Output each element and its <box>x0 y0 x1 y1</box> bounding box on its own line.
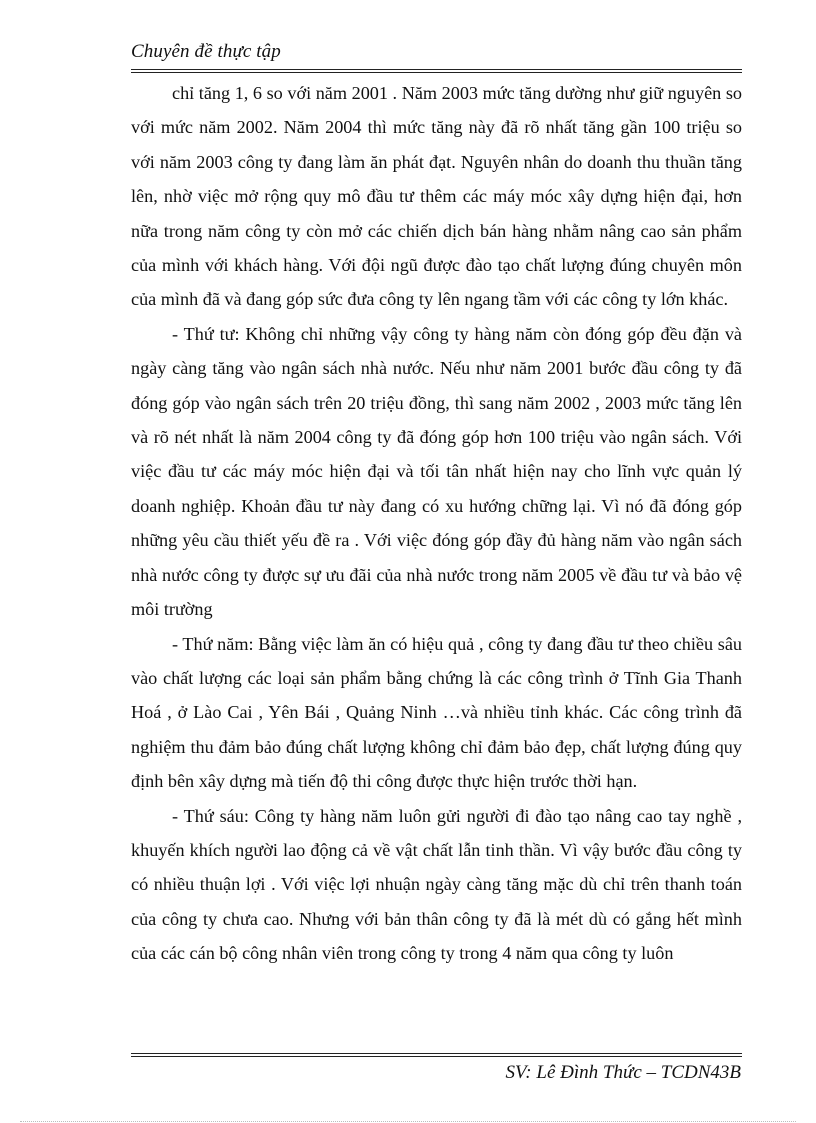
paragraph-thu-tu: - Thứ tư: Không chỉ những vậy công ty hàng năm còn đóng góp đều đặn và ngày càng tăng vào ngân sách nhà nước. Nếu như năm 2001 bước đầu công ty đã đóng góp vào ngân sách trên 20 triệu đồng, thì sang năm 2002 , 2003 mức tăng lên và rõ nét nhất là năm 2004 công ty đã đóng góp hơn 100 triệu vào ngân sách. Với việc đầu tư các máy móc hiện đại và tối tân nhất hiện nay cho lĩnh vực quản lý doanh nghiệp. Khoản đầu tư này đang có xu hướng chững lại. Vì nó đã đóng góp những yêu cầu thiết yếu đề ra . Với việc đóng góp đầy đủ hàng năm vào ngân sách nhà nước công ty được sự ưu đãi của nhà nước trong năm 2005 về đầu tư và bảo vệ môi trường <box>131 323 742 620</box>
paragraph-thu-sau: - Thứ sáu: Công ty hàng năm luôn gửi người đi đào tạo nâng cao tay nghề , khuyến khích người lao động cả về vật chất lẫn tinh thần. Vì vậy bước đầu công ty có nhiều thuận lợi . Với việc lợi nhuận ngày càng tăng mặc dù chỉ trên thanh toán của công ty chưa cao. Nhưng với bản thân công ty đã là mét dù có gắng hết mình của các cán bộ công nhân viên trong công ty trong 4 năm qua công ty luôn <box>131 805 742 964</box>
footer-author: SV: Lê Đình Thức – TCDN43B <box>505 1062 741 1083</box>
paragraph-thu-nam: - Thứ năm: Bằng việc làm ăn có hiệu quả , công ty đang đầu tư theo chiều sâu vào chất lượng các loại sản phẩm bằng chứng là các công trình ở Tĩnh Gia Thanh Hoá , ở Lào Cai , Yên Bái , Quảng Ninh …và nhiều tỉnh khác. Các công trình đã nghiệm thu đảm bảo đúng chất lượng không chỉ đảm bảo đẹp, chất lượng đúng quy định bên xây dựng mà tiến độ thi công được thực hiện trước thời hạn. <box>131 633 742 792</box>
header-rule-secondary <box>131 72 742 73</box>
header-title: Chuyên đề thực tập <box>131 41 281 62</box>
footer-rule-secondary <box>131 1056 742 1057</box>
header-rule <box>131 69 742 70</box>
footer-rule <box>131 1053 742 1054</box>
body-text <box>131 76 742 971</box>
page-bottom-divider <box>20 1121 796 1122</box>
paragraph-continuation: chỉ tăng 1, 6 so với năm 2001 . Năm 2003 mức tăng dường như giữ nguyên so với mức năm 2002. Năm 2004 thì mức tăng này đã rõ nhất tăng gần 100 triệu so với năm 2003 công ty đang làm ăn phát đạt. Nguyên nhân do doanh thu thuần tăng lên, nhờ việc mở rộng quy mô đầu tư thêm các máy móc xây dựng hiện đại, hơn nữa trong năm công ty còn mở các chiến dịch bán hàng nhằm nâng cao sản phẩm của mình với khách hàng. Với đội ngũ được đào tạo chất lượng đúng chuyên môn của mình đã và đang góp sức đưa công ty lên ngang tầm với các công ty lớn khác. <box>131 83 742 310</box>
